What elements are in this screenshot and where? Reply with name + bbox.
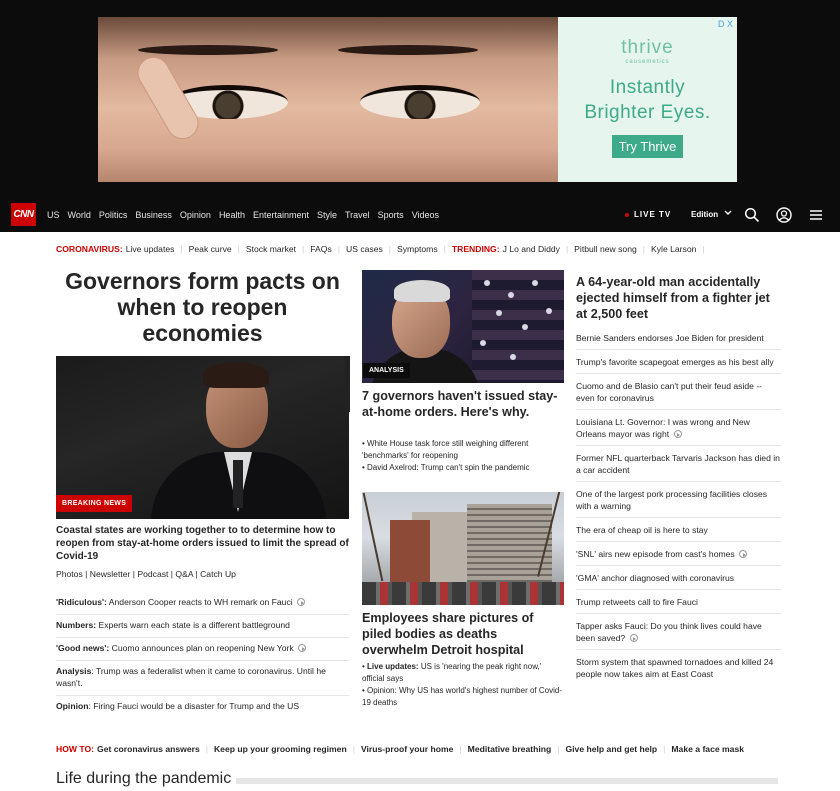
middle-headline-1[interactable]: 7 governors haven't issued stay-at-home orders. Here's why.	[362, 389, 558, 419]
ad-copy[interactable]	[558, 17, 737, 182]
list-item-text: Experts warn each state is a different battleground	[96, 620, 290, 630]
trending-label: TRENDING:	[451, 244, 500, 254]
topic-link[interactable]: FAQs	[310, 244, 332, 254]
flag-star	[484, 280, 490, 286]
ad-logo: thrive	[621, 37, 674, 58]
ad-headline-line-2: Brighter Eyes.	[584, 102, 711, 123]
list-item[interactable]	[576, 414, 781, 446]
list-item-text: The era of cheap oil is here to stay	[576, 525, 708, 535]
video-play-icon	[630, 634, 638, 642]
nav-link-videos[interactable]: Videos	[411, 210, 440, 220]
nav-link-entertainment[interactable]: Entertainment	[252, 210, 309, 220]
nav-link-health[interactable]: Health	[218, 210, 245, 220]
nav-link-world[interactable]: World	[67, 210, 91, 220]
lead-photo-hair	[203, 362, 269, 388]
hospital-photo-brick-wing	[390, 520, 430, 584]
trending-link[interactable]: Pitbull new song	[574, 244, 637, 254]
bullet-link[interactable]: • Live updates: US is 'nearing the peak right now,' official says	[362, 662, 542, 683]
howto-link[interactable]: Get coronavirus answers	[97, 744, 200, 754]
video-play-icon	[674, 430, 682, 438]
bullet-text: David Axelrod: Trump can't spin the pandemic	[367, 463, 530, 472]
list-item-label: Numbers:	[56, 620, 97, 630]
ad-banner-area	[0, 0, 840, 198]
list-item-text: Trump's favorite scapegoat emerges as his best ally	[576, 357, 774, 367]
topic-link[interactable]: Symptoms	[397, 244, 438, 254]
bullet-link[interactable]: • White House task force still weighing different 'benchmarks' for reopening	[362, 439, 529, 460]
edition-label: Edition	[691, 210, 719, 219]
middle-headline-2[interactable]: Employees share pictures of piled bodies as deaths overwhelm Detroit hospital	[362, 611, 534, 657]
nav-link-travel[interactable]: Travel	[345, 210, 370, 220]
advertisement[interactable]	[98, 17, 737, 182]
list-item-text: Cuomo announces plan on reopening New York	[109, 643, 294, 653]
nav-link-style[interactable]: Style	[316, 210, 337, 220]
list-item[interactable]	[56, 615, 349, 638]
lead-photo-tie	[233, 460, 243, 508]
list-item[interactable]	[576, 546, 781, 566]
list-item[interactable]	[576, 378, 781, 410]
list-item-text: 'GMA' anchor diagnosed with coronavirus	[576, 573, 735, 583]
hospital-photo-tree	[363, 493, 384, 581]
list-item[interactable]	[56, 592, 349, 615]
middle-bullets-1	[362, 438, 564, 475]
list-item-label: 'Ridiculous':	[56, 597, 107, 607]
flag-star	[480, 340, 486, 346]
lead-subheadline[interactable]: Coastal states are working together to to determine how to reopen from stay-at-home orders issued to limit the spread of Covid-19	[56, 525, 349, 562]
list-item-text: 'SNL' airs new episode from cast's homes	[576, 549, 735, 559]
cnn-logo[interactable]: CNN	[11, 203, 36, 226]
howto-link[interactable]: Keep up your grooming regimen	[213, 744, 347, 754]
video-play-icon	[739, 550, 747, 558]
list-item-label: 'Good news':	[56, 643, 110, 653]
list-item[interactable]	[576, 522, 781, 542]
list-item-text: Louisiana Lt. Governor: I was wrong and New Orleans mayor was right	[576, 417, 750, 439]
howto-link[interactable]: Make a face mask	[671, 744, 745, 754]
right-story-list	[576, 330, 781, 689]
list-item[interactable]	[576, 450, 781, 482]
list-item-text: Trump retweets call to fire Fauci	[576, 597, 698, 607]
trending-link[interactable]: Kyle Larson	[651, 244, 697, 254]
flag-star	[546, 308, 552, 314]
list-item-text: Anderson Cooper reacts to WH remark on Fauci	[106, 597, 293, 607]
topics-bar: CORONAVIRUS: Live updates | Peak curve | Stock market | FAQs | US cases | Symptoms | TRENDING: J Lo and Diddy | Pitbull new song | Kyle Larson |	[56, 244, 705, 254]
live-tv-label: LIVE TV	[634, 210, 672, 219]
bullet-text: Opinion: Why US has world's highest number of Covid-19 deaths	[362, 686, 562, 707]
trending-link[interactable]: J Lo and Diddy	[502, 244, 560, 254]
menu-icon[interactable]	[808, 207, 824, 223]
analysis-badge: ANALYSIS	[363, 363, 410, 378]
nav-link-business[interactable]: Business	[135, 210, 172, 220]
user-icon[interactable]	[776, 207, 792, 223]
ad-photo-eye-right	[360, 85, 480, 119]
live-tv-link[interactable]	[625, 210, 671, 219]
list-item[interactable]	[576, 654, 781, 685]
topic-link[interactable]: US cases	[346, 244, 383, 254]
ad-photo-brow-left	[138, 45, 278, 55]
ad-photo-brow-right	[338, 45, 478, 55]
list-item[interactable]	[56, 661, 349, 696]
bullet-label: Live updates:	[367, 662, 419, 671]
list-item-text: Cuomo and de Blasio can't put their feud aside -- even for coronavirus	[576, 381, 763, 403]
main-nav	[0, 198, 840, 232]
analysis-photo-hair	[394, 280, 450, 302]
lead-headline[interactable]: Governors form pacts on when to reopen economies	[65, 268, 340, 346]
howto-link[interactable]: Give help and get help	[565, 744, 658, 754]
search-icon[interactable]	[744, 207, 760, 223]
howto-link[interactable]: Virus-proof your home	[360, 744, 454, 754]
nav-link-politics[interactable]: Politics	[98, 210, 128, 220]
topic-link[interactable]: Peak curve	[188, 244, 232, 254]
hospital-photo-parking-lot	[362, 582, 564, 605]
list-item[interactable]	[56, 696, 349, 718]
list-item[interactable]	[576, 486, 781, 518]
list-item-text: Tapper asks Fauci: Do you think lives could have been saved?	[576, 621, 762, 643]
right-headline[interactable]: A 64-year-old man accidentally ejected himself from a fighter jet at 2,500 feet	[576, 275, 770, 321]
chevron-down-icon	[724, 210, 732, 216]
photo-credit-strip	[345, 356, 350, 412]
howto-bar: HOW TO: Get coronavirus answers | Keep up your grooming regimen | Virus-proof your home | Meditative breathing | Give help and get help | Make a face mask	[56, 744, 745, 754]
nav-link-us[interactable]: US	[47, 210, 60, 220]
nav-link-sports[interactable]: Sports	[377, 210, 404, 220]
ad-headline-line-1: Instantly	[609, 77, 686, 98]
list-item[interactable]	[576, 354, 781, 374]
howto-label: HOW TO:	[56, 744, 95, 754]
list-item-text: Storm system that spawned tornadoes and killed 24 people now takes aim at East Coast	[576, 657, 774, 679]
list-item-text: : Trump was a federalist when it came to coronavirus. Until he wasn't.	[56, 666, 326, 688]
list-item[interactable]	[576, 570, 781, 590]
flag-star	[522, 324, 528, 330]
live-dot-icon	[625, 213, 629, 217]
section-divider	[236, 778, 778, 784]
list-item[interactable]	[576, 330, 781, 350]
list-item-label: Analysis	[56, 666, 92, 676]
bullet-link[interactable]: • Opinion: Why US has world's highest number of Covid-19 deaths	[362, 686, 562, 707]
breaking-news-badge: BREAKING NEWS	[56, 495, 132, 512]
ad-cta-button[interactable]: Try Thrive	[612, 135, 684, 158]
video-play-icon	[297, 598, 305, 606]
list-item[interactable]	[576, 618, 781, 650]
flag-star	[496, 310, 502, 316]
flag-star	[532, 280, 538, 286]
ad-eyes-photo[interactable]	[98, 17, 558, 182]
ad-logo-sub: causemetics	[625, 59, 670, 65]
adchoices-icon[interactable]: D X	[717, 19, 733, 29]
flag-star	[510, 354, 516, 360]
list-item-text: : Firing Fauci would be a disaster for Trump and the US	[88, 701, 300, 711]
nav-links	[47, 198, 447, 232]
bullet-text: White House task force still weighing different 'benchmarks' for reopening	[362, 439, 529, 460]
middle-bullets-2	[362, 661, 564, 709]
list-item[interactable]	[576, 594, 781, 614]
flag-backdrop	[472, 270, 564, 383]
bullet-link[interactable]: • David Axelrod: Trump can't spin the pandemic	[362, 463, 530, 472]
left-story-list	[56, 592, 349, 718]
list-item-text: Former NFL quarterback Tarvaris Jackson has died in a car accident	[576, 453, 780, 475]
section-title: Life during the pandemic	[56, 770, 232, 787]
topic-link[interactable]: Stock market	[245, 244, 297, 254]
nav-link-opinion[interactable]: Opinion	[179, 210, 211, 220]
list-item-label: Opinion	[56, 701, 89, 711]
flag-star	[508, 292, 514, 298]
list-item[interactable]	[56, 638, 349, 661]
hospital-photo[interactable]	[362, 492, 564, 605]
edition-selector[interactable]	[691, 210, 732, 219]
list-item-text: One of the largest pork processing facilities closes with a warning	[576, 489, 768, 511]
coronavirus-label: CORONAVIRUS:	[56, 244, 123, 254]
bullet-text: US is 'nearing the peak right now,' official says	[362, 662, 542, 683]
video-play-icon	[298, 644, 306, 652]
topic-link[interactable]: Live updates	[125, 244, 175, 254]
howto-link[interactable]: Meditative breathing	[467, 744, 552, 754]
lead-related-links[interactable]: Photos | Newsletter | Podcast | Q&A | Catch Up	[56, 569, 236, 579]
list-item-text: Bernie Sanders endorses Joe Biden for president	[576, 333, 764, 343]
